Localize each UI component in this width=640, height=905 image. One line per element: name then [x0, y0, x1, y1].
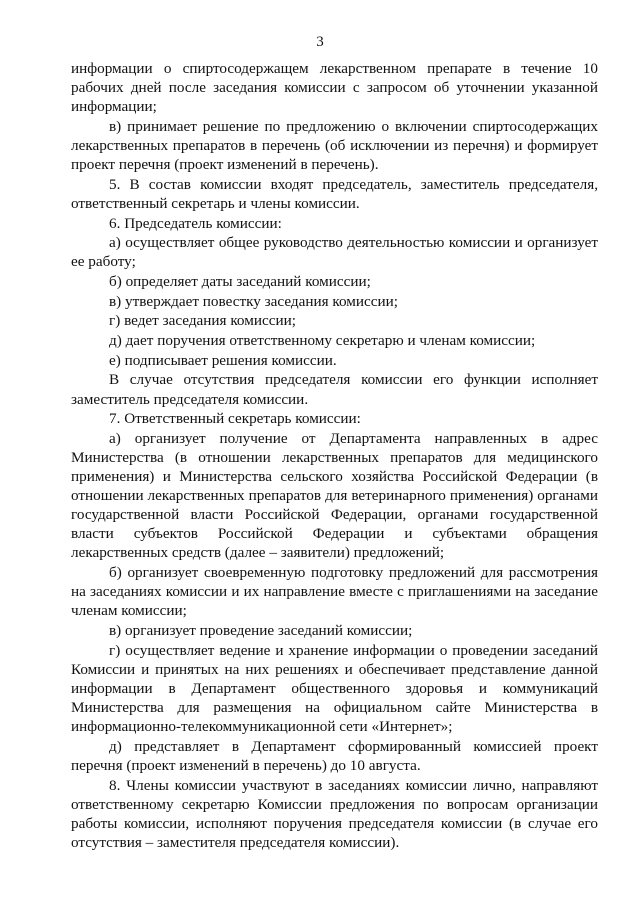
paragraph-6-chairman-heading: 6. Председатель комиссии: — [109, 214, 282, 232]
paragraph-6-absence: В случае отсутствия председателя комиссии его функции исполняет заместитель председателя комиссии. — [71, 371, 598, 408]
paragraph-6-item-a: а) осуществляет общее руководство деятельностью комиссии и организует ее работу; — [71, 234, 598, 271]
paragraph-7-item-g: г) осуществляет ведение и хранение информации о проведении заседаний Комиссии и принятых на них решениях и обеспечивает представление данной информации в Департамент общественного здоровья и коммуникаций Министерства для размещения на официальном сайте Министерства в информационно-телекоммуникационной сети «Интернет»; — [71, 641, 598, 736]
paragraph-continuation: информации о спиртосодержащем лекарственном препарате в течение 10 рабочих дней после заседания комиссии с запросом об уточнении указанной информации; — [71, 60, 598, 116]
paragraph-item-v-decision: в) принимает решение по предложению о включении спиртосодержащих лекарственных препаратов в перечень (об исключении из перечня) и формирует проект перечня (проект изменений в перечень). — [71, 117, 598, 174]
paragraph-6-item-g: г) ведет заседания комиссии; — [109, 312, 296, 330]
paragraph-6-item-v: в) утверждает повестку заседания комиссии; — [109, 292, 398, 310]
paragraph-7-secretary-heading: 7. Ответственный секретарь комиссии: — [109, 410, 361, 428]
paragraph-7-item-v: в) организует проведение заседаний комиссии; — [109, 622, 413, 640]
paragraph-6-item-d: д) дает поручения ответственному секретарю и членам комиссии; — [109, 332, 536, 350]
document-body — [71, 59, 598, 853]
paragraph-5-composition: 5. В состав комиссии входят председатель, заместитель председателя, ответственный секретарь и члены комиссии. — [71, 175, 598, 212]
paragraph-7-item-b: б) организует своевременную подготовку предложений для рассмотрения на заседаниях комиссии и их направление вместе с приглашениями на заседание членам комиссии; — [71, 564, 598, 620]
page-number: 3 — [316, 34, 324, 50]
paragraph-6-item-e: е) подписывает решения комиссии. — [109, 351, 337, 369]
paragraph-7-item-d: д) представляет в Департамент сформированный комиссией проект перечня (проект изменений в перечень) до 10 августа. — [71, 737, 598, 774]
paragraph-7-item-a: а) организует получение от Департамента направленных в адрес Министерства (в отношении лекарственных препаратов для медицинского применения) и Министерства сельского хозяйства Российской Федерации (в отношении лекарственных препаратов для ветеринарного применения) органами государственной власти Российской Федерации, органами государственной власти субъектов Российской Федерации и субъектами обращения лекарственных средств (далее – заявители) предложений; — [71, 429, 598, 562]
paragraph-6-item-b: б) определяет даты заседаний комиссии; — [109, 273, 371, 290]
paragraph-8-members: 8. Члены комиссии участвуют в заседаниях комиссии лично, направляют ответственному секретарю Комиссии предложения по вопросам организации работы комиссии, исполняют поручения председателя комиссии (в случае его отсутствия – заместителя председателя комиссии). — [71, 776, 598, 851]
